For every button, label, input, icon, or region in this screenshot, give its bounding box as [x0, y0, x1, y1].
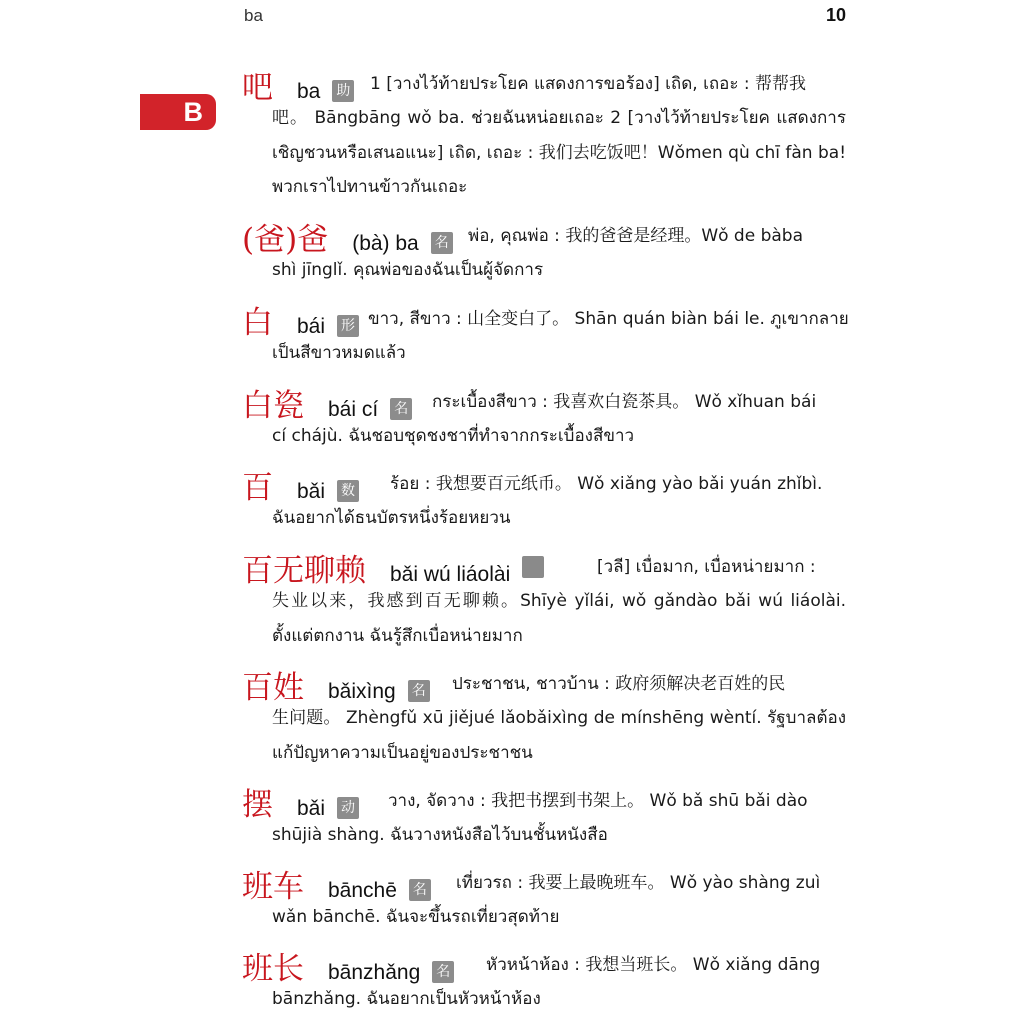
headword: 白瓷	[242, 388, 304, 424]
entry-definition-first-line: ร้อย : 我想要百元纸币。 Wǒ xiǎng yào bǎi yuán zhǐbì.	[390, 474, 823, 494]
headword: 班长	[242, 951, 304, 987]
headword: (爸)爸	[242, 222, 329, 258]
entry-definition-continued: cí chájù. ฉันชอบชุดชงชาที่ทำจากกระเบื้องสีขาว	[272, 426, 635, 446]
part-of-speech-badge: 助	[332, 80, 354, 102]
entry-definition-continued: bānzhǎng. ฉันอยากเป็นหัวหน้าห้อง	[272, 989, 541, 1009]
part-of-speech-badge: 名	[390, 398, 412, 420]
entry-definition-first-line: กระเบื้องสีขาว : 我喜欢白瓷茶具。 Wǒ xǐhuan bái	[432, 392, 817, 412]
part-of-speech-badge: 名	[408, 680, 430, 702]
entry-definition-first-line: หัวหน้าห้อง : 我想当班长。 Wǒ xiǎng dāng	[486, 955, 821, 975]
headword-pinyin: (bà) ba	[352, 232, 419, 255]
entry-definition-first-line: พ่อ, คุณพ่อ : 我的爸爸是经理。Wǒ de bàba	[468, 226, 804, 246]
entry-definition-first-line: [วลี] เบื่อมาก, เบื่อหน่ายมาก :	[597, 557, 816, 577]
entry-definition-first-line: วาง, จัดวาง : 我把书摆到书架上。 Wǒ bǎ shū bǎi dào	[388, 791, 808, 811]
headword-pinyin: bái cí	[328, 398, 379, 421]
entry-definition-continued: เป็นสีขาวหมดแล้ว	[272, 343, 406, 363]
entry-definition-first-line: 1 [วางไว้ท้ายประโยค แสดงการขอร้อง] เถิด, เถอะ : 帮帮我	[370, 74, 807, 94]
running-head: ba	[244, 6, 263, 25]
part-of-speech-badge: 名	[432, 961, 454, 983]
headword: 吧	[242, 70, 273, 106]
part-of-speech-badge: 名	[409, 879, 431, 901]
headword-pinyin: bānchē	[328, 879, 397, 902]
entry-definition-first-line: เที่ยวรถ : 我要上最晚班车。 Wǒ yào shàng zuì	[456, 873, 821, 893]
entry-definition-continued: 吧。 Bāngbāng wǒ ba. ช่วยฉันหน่อยเถอะ 2 [วางไว้ท้ายประโยค แสดงการเชิญชวนหรือเสนอแนะ] เถิด, เถอะ : 我们去吃饭吧！Wǒmen qù chī fàn ba! พวกเราไปทานข้าวกันเถอะ	[272, 108, 847, 197]
headword-pinyin: bái	[297, 315, 326, 338]
headword-pinyin: bǎi	[297, 797, 326, 820]
headword: 摆	[242, 787, 273, 823]
headword: 百姓	[242, 670, 304, 706]
entry-definition-continued: ฉันอยากได้ธนบัตรหนึ่งร้อยหยวน	[272, 508, 511, 528]
headword: 白	[242, 305, 273, 341]
headword-pinyin: bǎixìng	[328, 680, 396, 703]
headword-pinyin: bǎi wú liáolài	[390, 563, 511, 586]
part-of-speech-badge	[522, 556, 544, 578]
part-of-speech-badge: 数	[337, 480, 359, 502]
headword: 百	[242, 470, 273, 506]
entry-definition-continued: shūjià shàng. ฉันวางหนังสือไว้บนชั้นหนังสือ	[272, 825, 608, 845]
headword-pinyin: bānzhǎng	[328, 961, 421, 984]
section-letter-tab: B	[140, 94, 216, 130]
entry-definition-continued: shì jīnglǐ. คุณพ่อของฉันเป็นผู้จัดการ	[272, 260, 544, 280]
entry-definition-first-line: ประชาชน, ชาวบ้าน : 政府须解决老百姓的民	[452, 674, 786, 694]
headword-pinyin: bǎi	[297, 480, 326, 503]
page-number: 10	[825, 5, 846, 25]
part-of-speech-badge: 动	[337, 797, 359, 819]
entry-definition-continued: 失业以来，我感到百无聊赖。Shīyè yǐlái, wǒ gǎndào bǎi wú liáolài. ตั้งแต่ตกงาน ฉันรู้สึกเบื่อหน่ายมาก	[272, 591, 846, 646]
entry-definition-continued: wǎn bānchē. ฉันจะขึ้นรถเที่ยวสุดท้าย	[272, 907, 560, 927]
headword: 班车	[242, 869, 304, 905]
part-of-speech-badge: 名	[431, 232, 453, 254]
headword-pinyin: ba	[297, 80, 321, 103]
part-of-speech-badge: 形	[337, 315, 359, 337]
entry-definition-first-line: ขาว, สีขาว : 山全变白了。 Shān quán biàn bái le. ภูเขากลาย	[368, 309, 849, 329]
entry-definition-continued: 生问题。 Zhèngfǔ xū jiějué lǎobǎixìng de mínshēng wèntí. รัฐบาลต้องแก้ปัญหาความเป็นอยู่ของประชาชน	[272, 708, 846, 763]
headword: 百无聊赖	[242, 553, 366, 589]
